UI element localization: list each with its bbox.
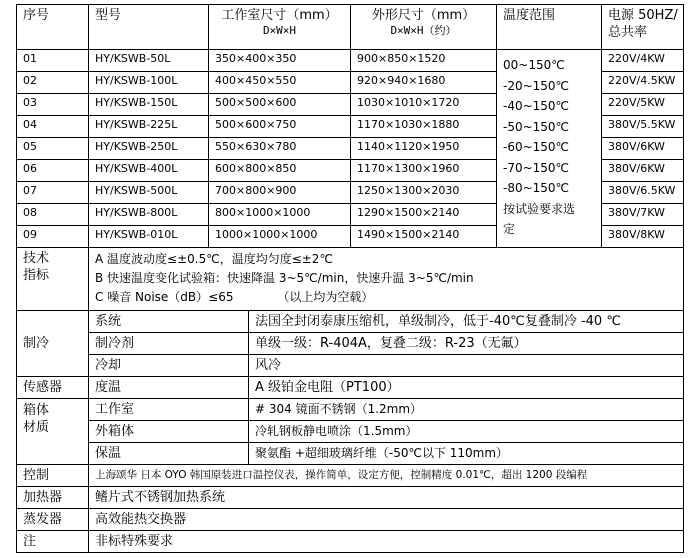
tech-c-note: （以上均为空载） <box>277 290 374 304</box>
row-model: HY/KSWB-100L <box>89 72 209 94</box>
row-no: 02 <box>16 72 89 94</box>
insulation: 聚氨酯 +超细玻璃纤维（-50℃以下 110mm） <box>249 443 684 465</box>
spec-table <box>16 4 684 554</box>
box-label <box>16 399 89 465</box>
row-work-size: 500×600×750 <box>209 116 351 138</box>
row-power: 380V/5.5KW <box>602 116 684 138</box>
control-label: 控制 <box>16 465 89 487</box>
heater: 鳍片式不锈钢加热系统 <box>89 487 684 509</box>
row-model: HY/KSWB-250L <box>89 138 209 160</box>
row-no: 05 <box>16 138 89 160</box>
temp-range-item: -70~150℃ <box>503 160 570 175</box>
temp-range-item: -40~150℃ <box>503 99 570 113</box>
header-seq: 序号 <box>16 4 89 50</box>
cool-down: 风冷 <box>249 355 684 377</box>
temp-range-item: -80~150℃ <box>503 181 570 195</box>
outer-box: 冷轧钢板静电喷涂（1.5mm） <box>249 421 684 443</box>
cooling-system: 法国全封闭泰康压缩机，单级制冷，低于-40℃复叠制冷 -40 ℃ <box>249 311 684 333</box>
tech-label-line1: 技术 <box>23 251 50 266</box>
cooling-system-label: 系统 <box>89 311 249 333</box>
tech-label <box>16 248 89 311</box>
row-outer-size: 920×940×1680 <box>351 72 497 94</box>
row-model: HY/KSWB-500L <box>89 182 209 204</box>
header-power-sub: 总共率 <box>608 25 648 40</box>
header-model: 型号 <box>89 4 209 50</box>
row-model: HY/KSWB-150L <box>89 94 209 116</box>
row-outer-size: 1030×1010×1720 <box>351 94 497 116</box>
tech-c-line <box>95 288 677 307</box>
refrigerant-label: 制冷剂 <box>89 333 249 355</box>
tech-a: A 温度波动度≤±0.5℃，温度均匀度≤±2℃ <box>95 252 333 266</box>
row-outer-size: 1170×1300×1960 <box>351 160 497 182</box>
row-outer-size: 1290×1500×2140 <box>351 204 497 226</box>
header-power-title: 电源 50HZ/ <box>608 8 678 23</box>
refrigerant: 单级一级：R-404A，复叠二级：R-23（无氟） <box>249 333 684 355</box>
header-outer-size-title: 外形尺寸（mm） <box>371 8 476 23</box>
outer-box-label: 外箱体 <box>89 421 249 443</box>
row-work-size: 800×1000×1000 <box>209 204 351 226</box>
tech-label-line2: 指标 <box>23 268 50 283</box>
cool-down-label: 冷却 <box>89 355 249 377</box>
temp-range-item: 定 <box>503 222 516 236</box>
row-work-size: 500×500×600 <box>209 94 351 116</box>
control: 上海颂华 日本 OYO 韩国原装进口温控仪表，操作简单，设定方便，控制精度 0.01℃，超出 1200 段编程 <box>89 465 684 487</box>
row-power: 380V/6KW <box>602 138 684 160</box>
work-room: # 304 镜面不锈钢（1.2mm） <box>249 399 684 421</box>
row-power: 220V/4.5KW <box>602 72 684 94</box>
header-temp-range: 温度范围 <box>497 4 602 50</box>
row-power: 380V/6KW <box>602 160 684 182</box>
box-label-line1: 箱体 <box>23 403 50 418</box>
row-model: HY/KSWB-010L <box>89 226 209 248</box>
row-outer-size: 1250×1300×2030 <box>351 182 497 204</box>
header-work-size-sub: D×W×H <box>262 24 297 37</box>
heater-label: 加热器 <box>16 487 89 509</box>
row-model: HY/KSWB-800L <box>89 204 209 226</box>
temp-range-item: -50~150℃ <box>503 119 570 134</box>
row-power: 220V/5KW <box>602 94 684 116</box>
row-no: 03 <box>16 94 89 116</box>
row-work-size: 550×630×780 <box>209 138 351 160</box>
row-outer-size: 1140×1120×1950 <box>351 138 497 160</box>
row-model: HY/KSWB-400L <box>89 160 209 182</box>
sensor-sub: 度温 <box>89 377 249 399</box>
tech-c: C 噪音 Noise（dB）≤65 <box>95 290 234 304</box>
box-label-line2: 材质 <box>23 420 50 435</box>
tech-content <box>89 248 684 311</box>
row-no: 09 <box>16 226 89 248</box>
row-outer-size: 900×850×1520 <box>351 50 497 72</box>
row-work-size: 400×450×550 <box>209 72 351 94</box>
row-power: 380V/6.5KW <box>602 182 684 204</box>
header-power <box>602 4 684 50</box>
evaporator: 高效能热交换器 <box>89 509 684 531</box>
note-label: 注 <box>16 531 89 553</box>
header-work-size-title: 工作室尺寸（mm） <box>221 8 338 23</box>
row-work-size: 1000×1000×1000 <box>209 226 351 248</box>
header-outer-size <box>351 4 497 50</box>
temp-range-item: -60~150℃ <box>503 140 570 154</box>
header-work-size <box>209 4 351 50</box>
row-no: 04 <box>16 116 89 138</box>
cooling-label: 制冷 <box>16 311 89 377</box>
note: 非标特殊要求 <box>89 531 684 553</box>
row-no: 07 <box>16 182 89 204</box>
row-no: 06 <box>16 160 89 182</box>
tech-b: B 快速温度变化试验箱：快速降温 3~5℃/min，快速升温 3~5℃/min <box>95 271 474 285</box>
row-power: 380V/7KW <box>602 204 684 226</box>
work-room-label: 工作室 <box>89 399 249 421</box>
insulation-label: 保温 <box>89 443 249 465</box>
sensor-label: 传感器 <box>16 377 89 399</box>
row-work-size: 600×800×850 <box>209 160 351 182</box>
temp-range-item: 按试验要求选 <box>503 201 576 216</box>
temp-range-cell <box>497 50 602 248</box>
temp-range-item: -20~150℃ <box>503 78 570 93</box>
row-power: 380V/8KW <box>602 226 684 248</box>
sensor: A 级铂金电阻（PT100） <box>249 377 684 399</box>
header-outer-size-sub: D×W×H（约） <box>390 24 457 37</box>
row-power: 220V/4KW <box>602 50 684 72</box>
row-model: HY/KSWB-225L <box>89 116 209 138</box>
temp-range-item: 00~150℃ <box>503 58 565 72</box>
row-no: 01 <box>16 50 89 72</box>
row-outer-size: 1170×1030×1880 <box>351 116 497 138</box>
evaporator-label: 蒸发器 <box>16 509 89 531</box>
row-outer-size: 1490×1500×2140 <box>351 226 497 248</box>
row-model: HY/KSWB-50L <box>89 50 209 72</box>
row-work-size: 700×800×900 <box>209 182 351 204</box>
row-no: 08 <box>16 204 89 226</box>
row-work-size: 350×400×350 <box>209 50 351 72</box>
